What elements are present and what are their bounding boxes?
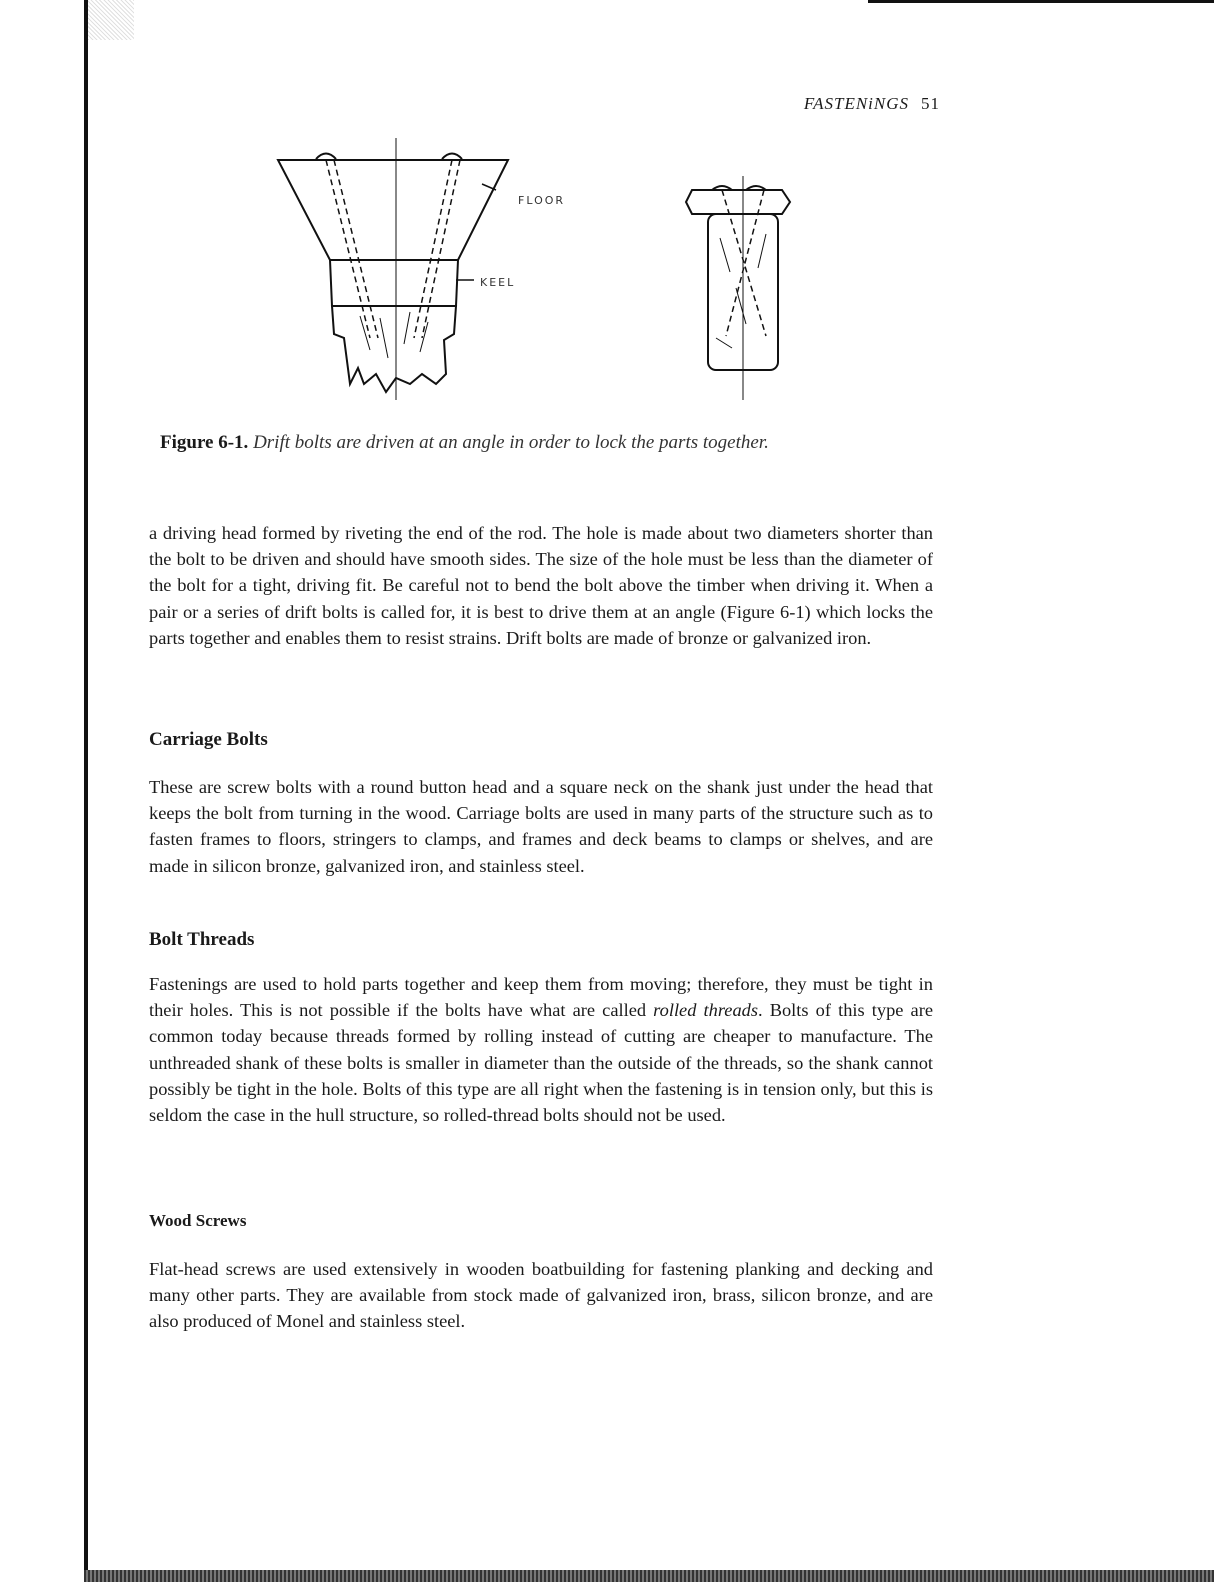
floor-label: FLOOR [518,194,566,207]
paragraph-carriage-bolts: These are screw bolts with a round button head and a square neck on the shank just under the head that keeps the bolt from turning in the wood. Carriage bolts are used in many parts of the structure such as to fasten frames to floors, stringers to clamps, and frames and deck beams to clamps or shelves, and are made in silicon bronze, galvanized iron, and stainless steel. [149,777,933,876]
page-border-bottom [84,1570,1214,1582]
heading-bolt-threads: Bolt Threads [149,929,255,950]
threads-text-before: Fastenings are used to hold parts together and keep them from moving; therefore, they must be tight in their holes. This is not possible if the bolts have what are called [149,974,933,1021]
figure-drift-bolts [260,138,820,418]
floor-keel-section [278,138,508,400]
paragraph-bolt-threads [149,971,933,1128]
page-border-top [868,0,1214,3]
threads-term: rolled threads [653,1000,759,1021]
running-title: FASTENiNGS [803,94,909,113]
caption-label: Figure 6-1. [160,432,249,453]
heading-carriage-bolts: Carriage Bolts [149,729,268,750]
threads-text-after: . Bolts of this type are common today because threads formed by rolling instead of cutting are cheaper to manufacture. The unthreaded shank of these bolts is smaller in diameter than the outside of the threads, so the shank cannot possibly be tight in the hole. Bolts of this type are all right when the fastening is in tension only, but this is seldom the case in the hull structure, so rolled-thread bolts should not be used. [149,1000,933,1126]
keel-label: KEEL [480,276,516,289]
caption-text: Drift bolts are driven at an angle in order to lock the parts together. [253,432,769,453]
paragraph-wood-screws: Flat-head screws are used extensively in wooden boatbuilding for fastening planking and decking and many other parts. They are available from stock made of galvanized iron, brass, silicon bronze, and are also produced of Monel and stainless steel. [149,1259,933,1332]
figure-caption [160,432,980,454]
scan-noise [88,0,134,40]
page-border-left [84,0,88,1582]
running-header [700,94,940,114]
paragraph-drift-bolts: a driving head formed by riveting the end of the rod. The hole is made about two diameters shorter than the bolt to be driven and should have smooth sides. The size of the hole must be less than the diameter of the bolt for a tight, driving fit. Be careful not to bend the bolt above the timber when driving it. When a pair or a series of drift bolts is called for, it is best to drive them at an angle (Figure 6-1) which locks the parts together and enables them to resist strains. Drift bolts are made of bronze or galvanized iron. [149,523,933,648]
heading-wood-screws: Wood Screws [149,1211,247,1230]
drift-bolt-drawing [260,138,820,418]
end-view-section [686,176,790,400]
page-number: 51 [921,94,940,113]
